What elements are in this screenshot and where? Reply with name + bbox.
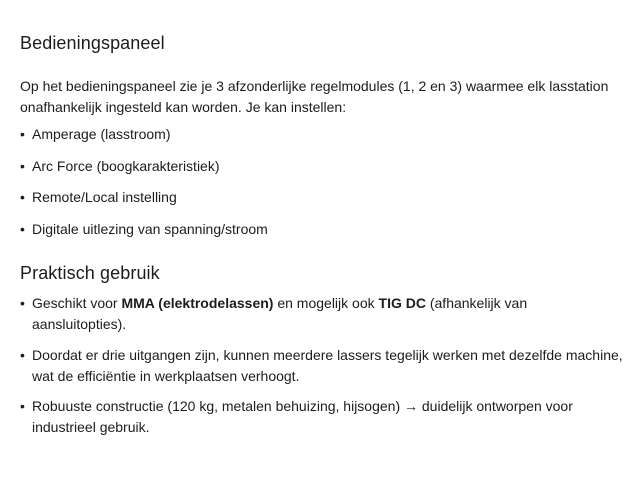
bullet: • [20,189,25,205]
text-middle: en mogelijk ook [273,295,379,311]
bullet: • [20,346,25,363]
bullet: • [20,295,25,311]
list-item [20,156,620,177]
list-item [20,219,620,240]
bullet: • [20,126,25,142]
list-item-text: Robuuste constructie (120 kg, metalen behuizing, hijsogen) → duidelijk ontworpen voor industrieel gebruik. [32,398,573,435]
bullet: • [20,398,25,414]
heading-praktisch-gebruik: Praktisch gebruik [20,263,160,283]
list-item-text: Remote/Local instelling [32,189,177,205]
settings-list [20,124,620,250]
list-item-text: Digitale uitlezing van spanning/stroom [32,220,268,237]
bullet: • [20,220,25,237]
bold-text-tig: TIG DC [378,295,426,311]
list-item-text: Arc Force (boogkarakteristiek) [32,157,220,174]
list-item [20,345,625,387]
list-item [20,124,620,145]
list-item [20,396,625,438]
bold-text-mma: MMA (elektrodelassen) [121,295,274,311]
list-item-text: Doordat er drie uitgangen zijn, kunnen meerdere lassers tegelijk werken met dezelfde machine, wat de efficiëntie in werkplaatsen verhoogt. [32,346,623,384]
text-prefix: Geschikt voor [32,295,122,311]
text-suffix: (afhankelijk van aansluitopties). [32,295,528,332]
list-item-text: Amperage (lasstroom) [32,126,171,142]
heading-bedieningspaneel: Bedieningspaneel [20,33,165,53]
usage-list [20,293,625,448]
bullet: • [20,157,25,174]
list-item [20,293,625,335]
list-item [20,187,620,208]
intro-paragraph: Op het bedieningspaneel zie je 3 afzonderlijke regelmodules (1, 2 en 3) waarmee elk lasstation onafhankelijk ingesteld kan worden. Je kan instellen: [20,78,609,115]
